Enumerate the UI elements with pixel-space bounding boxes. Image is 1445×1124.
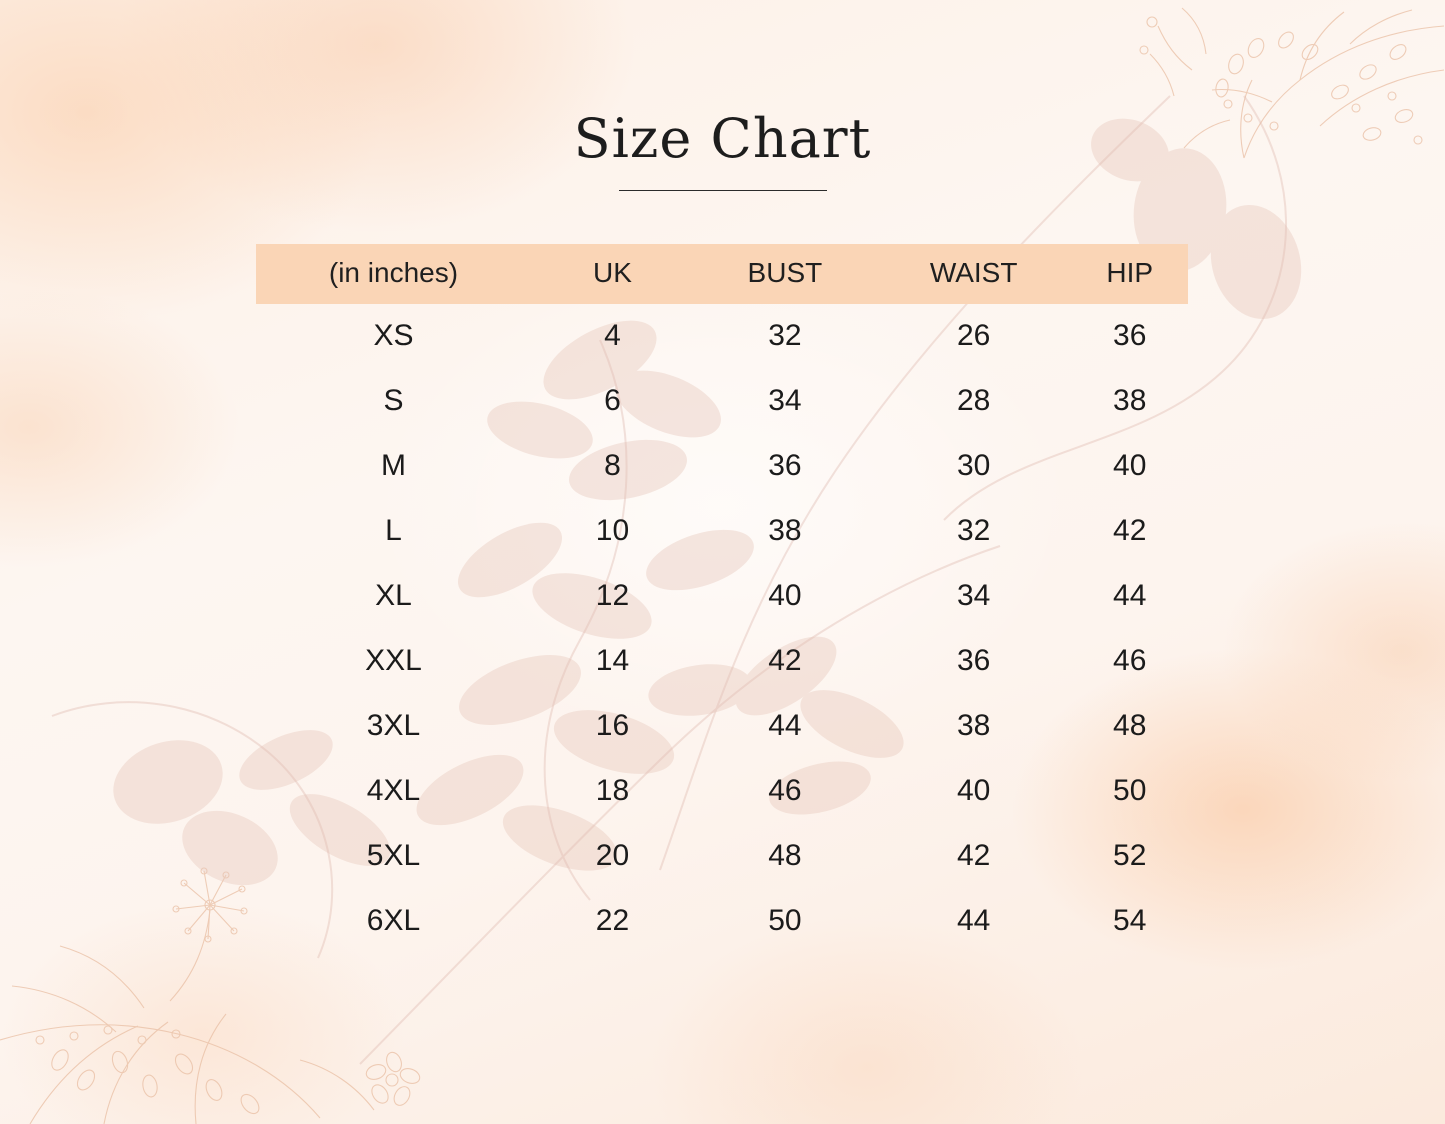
cell-hip: 44 (1113, 579, 1147, 612)
table-row (256, 889, 1188, 954)
cell-size: XS (373, 319, 414, 352)
column-header-size: (in inches) (256, 244, 531, 304)
cell-uk: 18 (595, 774, 630, 807)
cell-bust: 32 (768, 319, 802, 352)
cell-uk: 6 (604, 384, 621, 417)
cell-waist: 42 (956, 839, 991, 872)
cell-hip: 50 (1113, 774, 1147, 807)
cell-waist: 28 (956, 384, 991, 417)
cell-bust: 48 (768, 839, 802, 872)
cell-uk: 16 (595, 709, 630, 742)
column-header-bust: BUST (694, 244, 876, 304)
cell-bust: 46 (768, 774, 802, 807)
cell-size: M (380, 449, 406, 482)
table-row (256, 369, 1188, 434)
title-underline (619, 190, 827, 191)
cell-bust: 38 (768, 514, 802, 547)
cell-uk: 22 (595, 904, 630, 937)
cell-size: 5XL (366, 839, 421, 872)
cell-bust: 40 (768, 579, 802, 612)
cell-uk: 14 (595, 644, 630, 677)
title-block (0, 107, 1445, 191)
cell-waist: 44 (956, 904, 991, 937)
cell-bust: 34 (768, 384, 802, 417)
cell-size: 3XL (366, 709, 421, 742)
cell-hip: 48 (1113, 709, 1147, 742)
column-header-uk: UK (531, 244, 694, 304)
cell-bust: 44 (768, 709, 802, 742)
cell-waist: 34 (956, 579, 991, 612)
cell-waist: 32 (956, 514, 991, 547)
table-row (256, 304, 1188, 369)
cell-size: XXL (365, 644, 422, 677)
table-row (256, 759, 1188, 824)
table-row (256, 564, 1188, 629)
cell-hip: 40 (1113, 449, 1147, 482)
table-row (256, 434, 1188, 499)
size-chart-table-wrap (256, 244, 1188, 954)
column-header-waist: WAIST (876, 244, 1072, 304)
size-chart-table (256, 244, 1188, 954)
page-title: Size Chart (573, 107, 872, 170)
cell-uk: 4 (604, 319, 621, 352)
table-row (256, 499, 1188, 564)
cell-waist: 26 (956, 319, 991, 352)
table-header (256, 244, 1188, 304)
cell-hip: 46 (1113, 644, 1147, 677)
table-row (256, 694, 1188, 759)
cell-bust: 50 (768, 904, 802, 937)
cell-hip: 36 (1113, 319, 1147, 352)
cell-uk: 20 (595, 839, 630, 872)
cell-size: S (383, 384, 404, 417)
cell-waist: 30 (956, 449, 991, 482)
cell-waist: 40 (956, 774, 991, 807)
cell-hip: 52 (1113, 839, 1147, 872)
cell-size: 6XL (366, 904, 421, 937)
cell-waist: 36 (956, 644, 991, 677)
cell-size: XL (375, 579, 412, 612)
cell-bust: 42 (768, 644, 802, 677)
table-header-row (256, 244, 1188, 304)
cell-hip: 54 (1113, 904, 1147, 937)
table-body (256, 304, 1188, 954)
cell-size: 4XL (366, 774, 421, 807)
cell-hip: 42 (1113, 514, 1147, 547)
cell-waist: 38 (956, 709, 991, 742)
cell-uk: 12 (595, 579, 630, 612)
cell-bust: 36 (768, 449, 802, 482)
cell-uk: 8 (604, 449, 621, 482)
column-header-hip: HIP (1071, 244, 1188, 304)
table-row (256, 629, 1188, 694)
cell-hip: 38 (1113, 384, 1147, 417)
cell-size: L (385, 514, 402, 547)
table-row (256, 824, 1188, 889)
cell-uk: 10 (595, 514, 630, 547)
